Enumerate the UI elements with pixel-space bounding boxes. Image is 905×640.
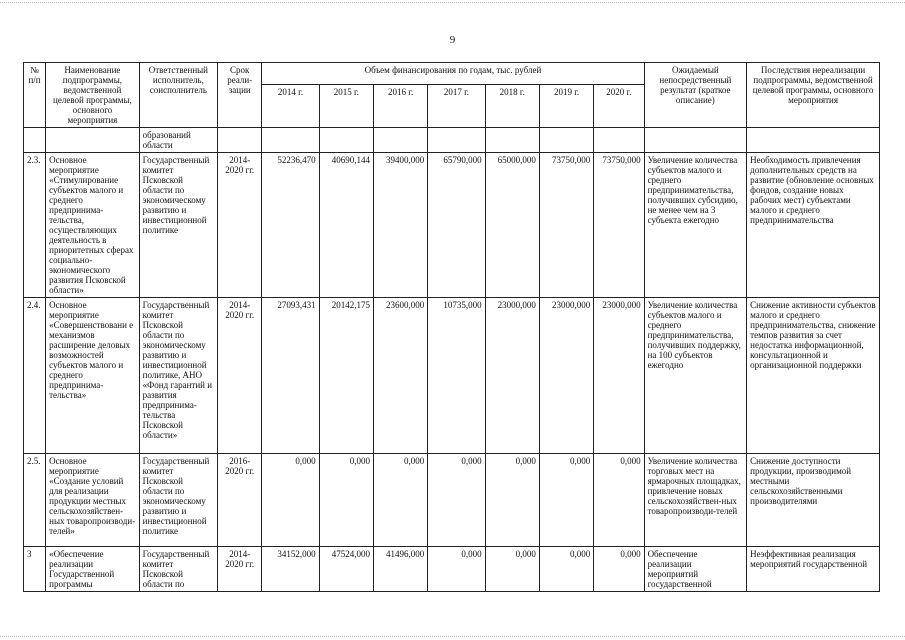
row-executor: Государственный комитет Псковской области по экономическому развитию и инвестиционной политике [139, 153, 217, 298]
row-name: Основное мероприятие «Совершенствовани е механизмов расширение деловых возможностей субъектов малого и среднего предпринима-тельства» [46, 298, 140, 454]
row-name: Основное мероприятие «Стимулирование субъектов малого и среднего предпринима-тельства, осуществляющих деятельность в приоритетных сферах социально-экономического развития Псковской области» [46, 153, 140, 298]
row-value-2017: 65790,000 [428, 153, 485, 298]
row-consequence: Неэффективная реализация мероприятий государственной [747, 547, 880, 592]
row-value-2019: 0,000 [539, 454, 593, 547]
row-value-2016: 41496,000 [373, 547, 427, 592]
row-value-2014: 27093,431 [262, 298, 319, 454]
row-result: Увеличение количества субъектов малого и среднего предпринимательства, получивших субсидию, не менее чем на 3 субъекта ежегодно [644, 153, 747, 298]
row-value-2014: 0,000 [262, 454, 319, 547]
row-consequence: Снижение доступности продукции, производимой местными сельскохозяйственными производителями [747, 454, 880, 547]
table-row [24, 153, 880, 298]
row-value-2020: 0,000 [594, 547, 644, 592]
row-name: Основное мероприятие «Создание условий для реализации продукции местных сельскохозяйствен-ных товаропроизводи-телей» [46, 454, 140, 547]
row-result: Увеличение количества субъектов малого и среднего предпринимательства, получивших поддержку, на 100 субъектов ежегодно [644, 298, 747, 454]
row-value-2018: 0,000 [485, 547, 539, 592]
row-value-2016: 23600,000 [373, 298, 427, 454]
row-executor: Государственный комитет Псковской области по [139, 547, 217, 592]
row-consequence: Снижение активности субъектов малого и среднего предпринимательства, снижение темпов развития за счет недостатка информационной, консультационной и организационной поддержки [747, 298, 880, 454]
table-row [24, 454, 880, 547]
row-value-2015: 20142,175 [319, 298, 373, 454]
row-value-2020: 23000,000 [594, 298, 644, 454]
row-value-2015: 40690,144 [319, 153, 373, 298]
row-term: 2016-2020 гг. [218, 454, 262, 547]
row-term: 2014-2020 гг. [218, 153, 262, 298]
program-table [23, 62, 880, 592]
header-year: 2018 г. [485, 84, 539, 127]
table-row [24, 298, 880, 454]
row-value-2018: 65000,000 [485, 153, 539, 298]
continuation-row [24, 128, 880, 153]
row-name: «Обеспечение реализации Государственной программы [46, 547, 140, 592]
row-value-2019: 73750,000 [539, 153, 593, 298]
header-year: 2016 г. [373, 84, 427, 127]
page-bottom-edge [0, 636, 905, 638]
row-value-2018: 0,000 [485, 454, 539, 547]
header-year: 2015 г. [319, 84, 373, 127]
row-term: 2014-2020 гг. [218, 298, 262, 454]
row-value-2017: 0,000 [428, 547, 485, 592]
row-value-2016: 0,000 [373, 454, 427, 547]
header-consequence: Последствия нереализации подпрограммы, ведомственной целевой программы, основного мероприятия [747, 63, 880, 128]
header-year: 2019 г. [539, 84, 593, 127]
row-value-2020: 0,000 [594, 454, 644, 547]
row-result: Увеличение количества торговых мест на ярмарочных площадках, привлечение новых сельскохозяйствен-ных товаропроизводи-телей [644, 454, 747, 547]
row-num: 2.4. [24, 298, 46, 454]
row-value-2016: 39400,000 [373, 153, 427, 298]
header-year: 2017 г. [428, 84, 485, 127]
row-executor: Государственный комитет Псковской области по экономическому развитию и инвестиционной политике, АНО «Фонд гарантий и развития предпринима-тельства Псковской области» [139, 298, 217, 454]
row-value-2019: 0,000 [539, 547, 593, 592]
continuation-executor: образований области [139, 128, 217, 153]
row-value-2015: 0,000 [319, 454, 373, 547]
row-value-2014: 52236,470 [262, 153, 319, 298]
row-value-2020: 73750,000 [594, 153, 644, 298]
row-value-2017: 0,000 [428, 454, 485, 547]
header-year: 2020 г. [594, 84, 644, 127]
row-num: 2.5. [24, 454, 46, 547]
page-number: 9 [449, 34, 456, 46]
header-num: № п/п [24, 63, 46, 128]
row-num: 3 [24, 547, 46, 592]
header-year: 2014 г. [262, 84, 319, 127]
header-name: Наименование подпрограммы, ведомственной целевой программы, основного мероприятия [46, 63, 140, 128]
row-value-2017: 10735,000 [428, 298, 485, 454]
row-num: 2.3. [24, 153, 46, 298]
row-value-2015: 47524,000 [319, 547, 373, 592]
page-top-edge [0, 2, 905, 4]
header-executor: Ответственный исполнитель, соисполнитель [139, 63, 217, 128]
row-value-2018: 23000,000 [485, 298, 539, 454]
header-term: Срок реали-зации [218, 63, 262, 128]
header-funding: Объем финансирования по годам, тыс. рублей [262, 63, 644, 85]
row-result: Обеспечение реализации мероприятий государственной [644, 547, 747, 592]
table-row [24, 547, 880, 592]
row-value-2014: 34152,000 [262, 547, 319, 592]
row-executor: Государственный комитет Псковской области по экономическому развитию и инвестиционной политике [139, 454, 217, 547]
row-consequence: Необходимость привлечения дополнительных средств на развитие (обновление основных фондов, создание новых рабочих мест) субъектами малого и среднего предпринимательства [747, 153, 880, 298]
row-value-2019: 23000,000 [539, 298, 593, 454]
row-term: 2014-2020 гг. [218, 547, 262, 592]
header-result: Ожидаемый непосредственный результат (краткое описание) [644, 63, 747, 128]
